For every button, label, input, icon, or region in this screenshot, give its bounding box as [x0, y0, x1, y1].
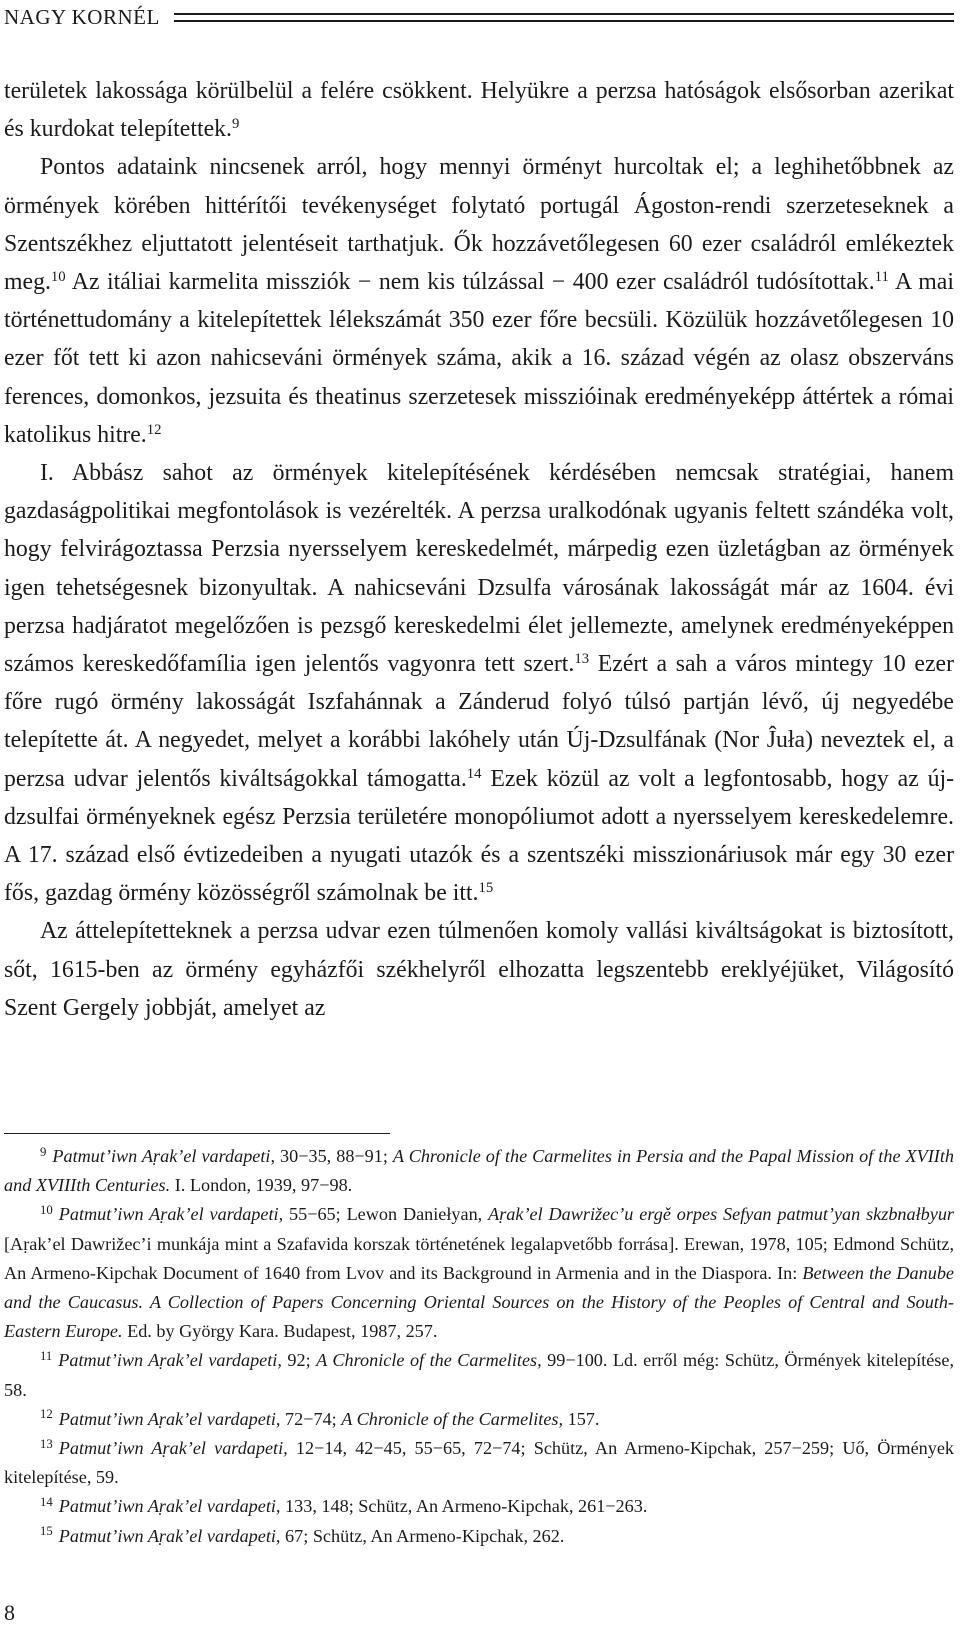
text-run: 99−100. Ld. erről még: Schütz, Örmények kitelepítése, 58. [4, 1350, 954, 1400]
footnote-ref: 14 [466, 765, 482, 782]
footnote-ref: 11 [874, 268, 889, 285]
italic-run: Patmut’iwn Aṛak’el vardapeti, [58, 1438, 288, 1459]
text-run: Pontos adataink nincsenek arról, hogy mennyi örményt hurcoltak el; a leghihetőbbnek az örmények körében hittérítői tevékenységet folytató portugál Ágoston-rendi szerzeteseknek a Szentszékhez eljuttatott jelentéseit tarthatjuk. Ők hozzávetőlegesen 60 ezer családról emlékeztek meg. [4, 154, 954, 296]
footnote-ref: 10 [50, 268, 66, 285]
text-run: 72−74; [280, 1408, 342, 1429]
text-run: 157. [563, 1408, 600, 1429]
text-run: 67; Schütz, An Armeno-Kipchak, 262. [280, 1525, 565, 1546]
text-run: Ed. by György Kara. Budapest, 1987, 257. [122, 1321, 438, 1342]
italic-run: Patmut’iwn Aṛak’el vardapeti, [58, 1204, 284, 1225]
italic-run: A Chronicle of the Carmelites in Persia and the Papal Mission of the XVIIth and XVIIIth Centuries. [4, 1146, 954, 1196]
text-run: 12−14, 42−45, 55−65, 72−74; Schütz, An Armeno-Kipchak, 257−259; Uő, Örmények kitelepítése, 59. [4, 1438, 955, 1488]
footnote-number: 10 [40, 1203, 53, 1218]
text-run: Ezek közül az volt a legfontosabb, hogy az új-dzsulfai örményeknek egész Perzsia területére monopóliumot adott a nyersselyem kereskedelemre. A 17. század első évtizedeiben a nyugati utazók és a szentszéki misszionáriusok már egy 30 ezer fős, gazdag örmény közösségről számolnak be itt. [4, 765, 955, 907]
text-run: Az itáliai karmelita missziók − nem kis túlzással − 400 ezer családról tudósítottak. [65, 269, 875, 296]
footnote-number: 12 [40, 1407, 53, 1422]
paragraph [4, 912, 954, 1027]
italic-run: A Chronicle of the Carmelites, [316, 1350, 542, 1371]
italic-run: Patmut’iwn Aṛak’el vardapeti, [58, 1408, 281, 1429]
footnote [4, 1346, 954, 1404]
footnote-ref: 12 [146, 421, 162, 438]
text-run: Ezért a sah a város mintegy 10 ezer főre rugó örmény lakosságát Iszfahánnak a Zánderud folyó túlsó partján lévő, új negyedébe telepítette át. A negyedet, melyet a korábbi lakóhely után Új-Dzsulfának (Nor Ĵuła) neveztek el, a perzsa udvar jelentős kiváltságokkal támogatta. [4, 651, 954, 792]
running-head-author: NAGY KORNÉL [4, 2, 168, 32]
text-run: Az áttelepítetteknek a perzsa udvar ezen túlmenően komoly vallási kiváltságokat is biztosított, sőt, 1615-ben az örmény egyházfői székhelyről elhozatta legszentebb ereklyéjüket, Világosító Szent Gergely jobbját, amelyet az [4, 918, 954, 1021]
text-run: 133, 148; Schütz, An Armeno-Kipchak, 261−263. [280, 1496, 648, 1517]
running-head [4, 2, 954, 32]
text-run: I. London, 1939, 97−98. [170, 1175, 353, 1196]
body-text [4, 72, 954, 1027]
footnote-ref: 9 [231, 116, 240, 133]
text-run: I. Abbász sahot az örmények kitelepítésének kérdésében nemcsak stratégiai, hanem gazdaságpolitikai megfontolások is vezérelték. A perzsa uralkodónak ugyanis feltett szándéka volt, hogy felvirágoztassa Perzsia nyersselyem kereskedelmét, márpedig ezen üzletágban az örmények igen tehetségesnek bizonyultak. A nahicseváni Dzsulfa városának lakosságát már az 1604. évi perzsa hadjáratot megelőzően is pezsgő kereskedelmi élet jellemezte, amelynek eredményeképpen számos kereskedőfamília igen jelentős vagyonra tett szert. [4, 460, 954, 678]
text-run: területek lakossága körülbelül a felére csökkent. Helyükre a perzsa hatóságok elsősorban azerikat és kurdokat telepítettek. [4, 78, 954, 143]
italic-run: Patmut’iwn Aṛak’el vardapeti, [52, 1146, 276, 1166]
paragraph [4, 148, 954, 454]
italic-run: A Chronicle of the Carmelites, [341, 1408, 564, 1429]
footnote-number: 11 [40, 1349, 53, 1364]
text-run: A mai történettudomány a kitelepítettek lélekszámát 350 ezer főre becsüli. Közülük hozzávetőlegesen 10 ezer főt tett ki azon nahicseváni örmények száma, akik a 16. század végén az olasz obszerváns ferences, domonkos, jezsuita és theatinus szerzetesek misszióinak eredményeképp áttértek a római katolikus hitre. [4, 269, 954, 448]
italic-run: Between the Danube and the Caucasus. A Collection of Papers Concerning Oriental Sources on the History of the Peoples of Central and South-Eastern Europe. [4, 1262, 954, 1342]
paragraph [4, 454, 954, 912]
footnote-number: 15 [40, 1524, 53, 1539]
footnote [4, 1434, 954, 1492]
footnote [4, 1522, 954, 1551]
text-run: [Aṛak’el Dawrižec’i munkája mint a Szafavida korszak történetének legalapvetőbb forrása]. Erewan, 1978, 105; Edmond Schütz, An Armeno-Kipchak Document of 1640 from Lvov and its Background in Armenia and in the Diaspora. In: [4, 1233, 954, 1283]
footnote-number: 14 [40, 1495, 53, 1510]
text-run: 55−65; Lewon Daniełyan, [283, 1204, 489, 1225]
footnote [4, 1142, 954, 1200]
footnotes [4, 1142, 954, 1551]
paragraph [4, 72, 954, 148]
footnote-separator [4, 1133, 390, 1134]
footnote-ref: 13 [574, 650, 590, 667]
text-run: 92; [281, 1350, 317, 1371]
italic-run: Patmut’iwn Aṛak’el vardapeti, [58, 1496, 281, 1517]
footnote [4, 1200, 954, 1346]
text-run: 30−35, 88−91; [275, 1146, 393, 1166]
italic-run: Patmut’iwn Aṛak’el vardapeti, [58, 1525, 281, 1546]
footnote-number: 13 [40, 1436, 53, 1451]
footnote-number: 9 [40, 1144, 47, 1159]
running-head-double-rule [174, 13, 954, 22]
italic-run: Patmut’iwn Aṛak’el vardapeti, [58, 1350, 282, 1371]
footnote [4, 1405, 954, 1434]
footnote [4, 1492, 954, 1521]
footnote-ref: 15 [478, 880, 494, 897]
italic-run: Aṛak’el Dawrižec’u ergě orpes Sefyan patmut’yan skzbnałbyur [488, 1204, 955, 1225]
page-number: 8 [4, 1600, 15, 1625]
